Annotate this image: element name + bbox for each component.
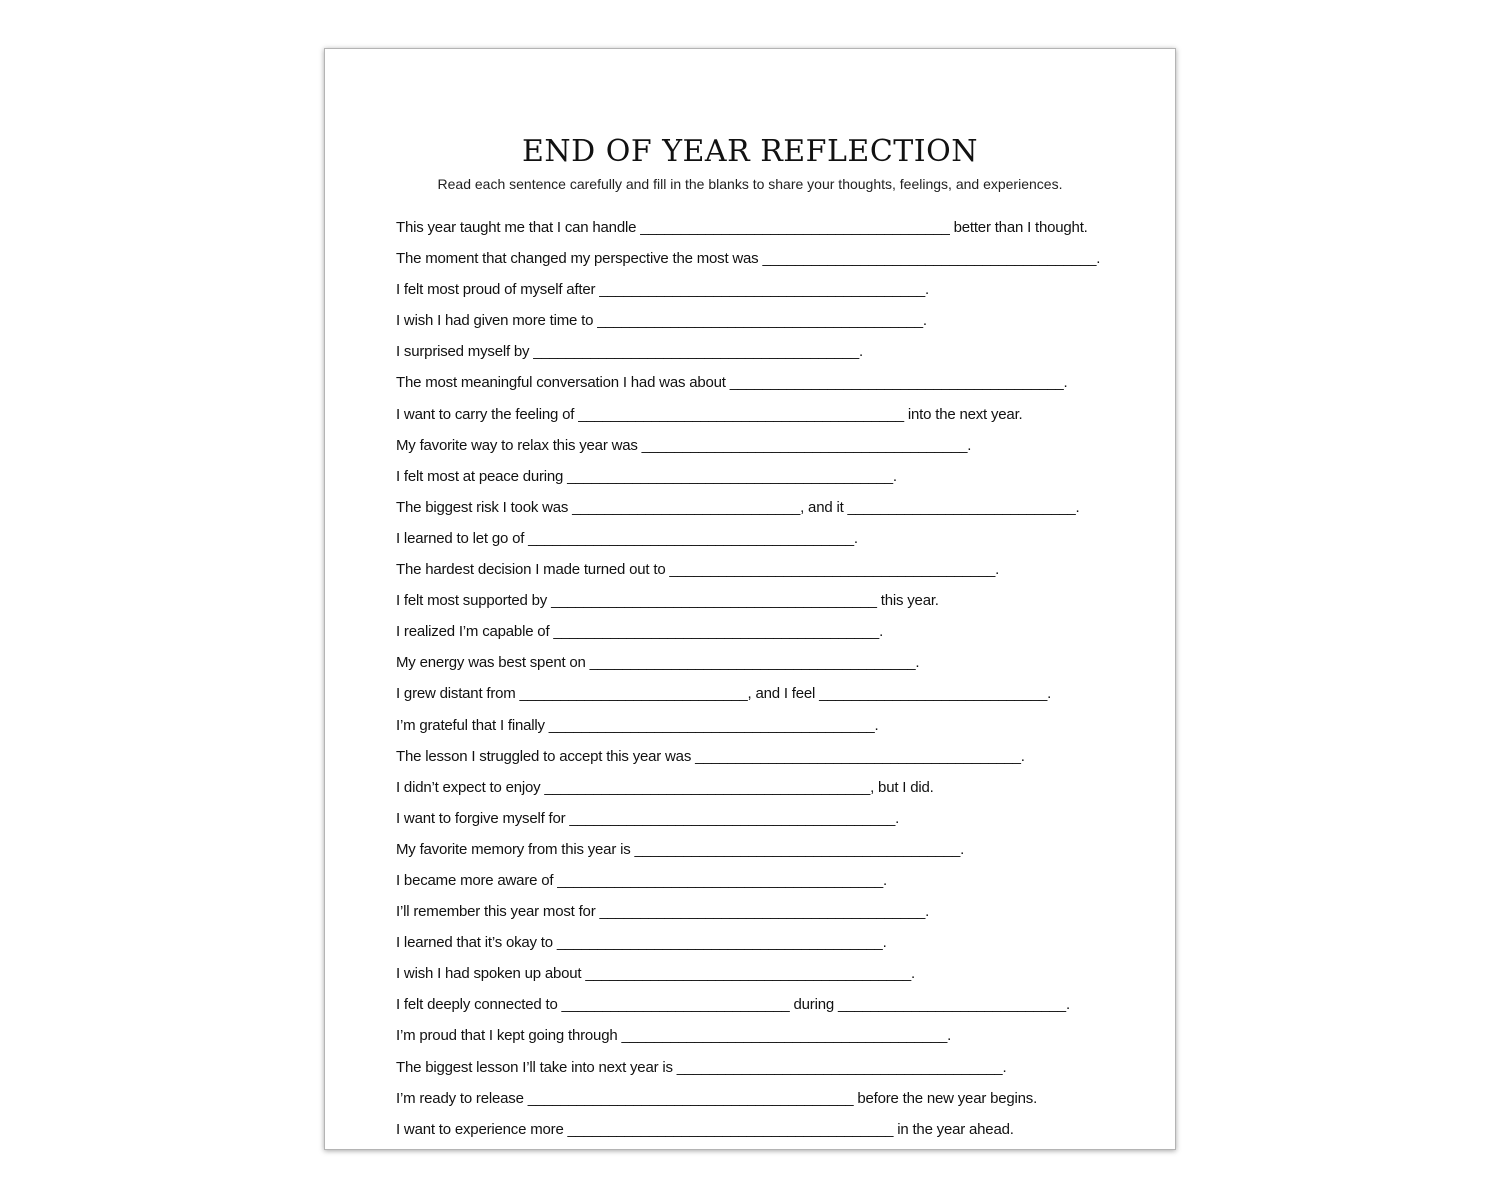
prompt-line: I felt most at peace during ________________________________________. — [396, 467, 897, 485]
prompt-line: I want to experience more ________________________________________ in the year ahead. — [396, 1120, 1014, 1138]
prompt-line: I learned that it’s okay to ________________________________________. — [396, 934, 887, 952]
prompt-line: The biggest risk I took was ____________________________, and it ____________________________. — [396, 498, 1080, 516]
prompt-line: I felt most proud of myself after ________________________________________. — [396, 281, 929, 299]
prompt-line: I’m grateful that I finally ________________________________________. — [396, 716, 879, 734]
prompt-line: I want to forgive myself for ________________________________________. — [396, 809, 900, 827]
prompt-line: I’m proud that I kept going through ________________________________________. — [396, 1027, 952, 1045]
prompt-line: I realized I’m capable of ________________________________________. — [396, 623, 884, 641]
prompt-line: I’ll remember this year most for ________________________________________. — [396, 903, 930, 921]
prompt-line: I learned to let go of ________________________________________. — [396, 529, 858, 547]
prompt-line: I wish I had spoken up about ________________________________________. — [396, 965, 915, 983]
prompt-line: I surprised myself by ________________________________________. — [396, 343, 863, 361]
prompt-line: I felt most supported by ________________________________________ this year. — [396, 592, 939, 610]
prompt-line: My energy was best spent on ________________________________________. — [396, 654, 920, 672]
prompt-line: This year taught me that I can handle ______________________________________ better than I thought. — [396, 219, 1088, 236]
prompt-line: I felt deeply connected to ____________________________ during ____________________________. — [396, 996, 1070, 1014]
prompt-line: The hardest decision I made turned out to ________________________________________. — [396, 561, 1000, 579]
prompt-line: My favorite way to relax this year was ________________________________________. — [396, 436, 972, 454]
prompt-line: The biggest lesson I’ll take into next year is ________________________________________. — [396, 1058, 1007, 1076]
prompt-line: The lesson I struggled to accept this year was ________________________________________. — [396, 747, 1025, 765]
prompt-line: My favorite memory from this year is ________________________________________. — [396, 840, 965, 858]
prompt-line: The moment that changed my perspective the most was _________________________________________. — [396, 250, 1101, 268]
worksheet-page — [324, 48, 1176, 1150]
prompt-line: I became more aware of ________________________________________. — [396, 871, 887, 889]
prompt-line: The most meaningful conversation I had was about _________________________________________. — [396, 374, 1068, 392]
prompt-line: I grew distant from ____________________________, and I feel ____________________________. — [396, 685, 1052, 703]
prompt-line: I’m ready to release ________________________________________ before the new year begins. — [396, 1089, 1038, 1107]
prompt-list — [396, 214, 1116, 1147]
worksheet-instructions: Read each sentence carefully and fill in the blanks to share your thoughts, feelings, and experiences. — [437, 176, 1063, 192]
prompt-line: I want to carry the feeling of ________________________________________ into the next year. — [396, 405, 1023, 423]
worksheet-title: END OF YEAR REFLECTION — [522, 134, 978, 169]
prompt-line: I wish I had given more time to ________________________________________. — [396, 312, 927, 330]
prompt-line: I didn’t expect to enjoy ________________________________________, but I did. — [396, 778, 934, 796]
